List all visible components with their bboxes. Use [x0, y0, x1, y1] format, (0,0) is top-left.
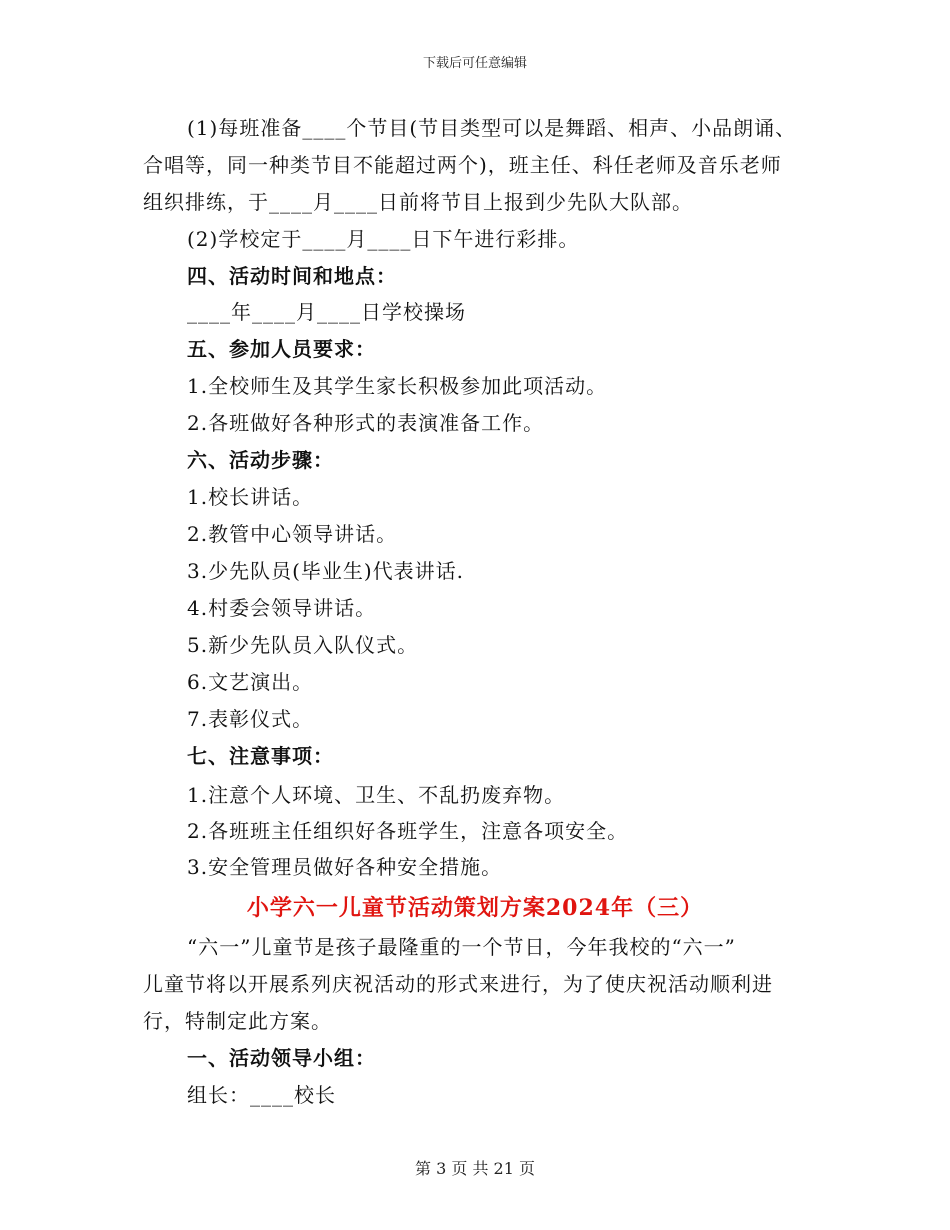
paragraph-line: 合唱等，同一种类节目不能超过两个)，班主任、科任老师及音乐老师 [143, 153, 782, 177]
section-heading: 五、参加人员要求： [187, 337, 376, 361]
paragraph-line: “六一”儿童节是孩子最隆重的一个节日，今年我校的“六一” [187, 935, 736, 959]
paragraph-line: (2)学校定于____月____日下午进行彩排。 [187, 227, 580, 251]
paragraph-line: 儿童节将以开展系列庆祝活动的形式来进行，为了使庆祝活动顺利进 [143, 972, 773, 996]
list-item: 4.村委会领导讲话。 [187, 596, 377, 620]
section-heading: 四、活动时间和地点： [187, 264, 397, 288]
section-heading: 七、注意事项： [187, 744, 334, 768]
paragraph-line: (1)每班准备____个节目(节目类型可以是舞蹈、相声、小品朗诵、 [187, 116, 797, 140]
list-item: 2.各班班主任组织好各班学生，注意各项安全。 [187, 819, 629, 843]
list-item: 1.校长讲话。 [187, 485, 314, 509]
list-item: 5.新少先队员入队仪式。 [187, 633, 419, 657]
section-heading: 一、活动领导小组： [187, 1046, 376, 1070]
list-item: 2.各班做好各种形式的表演准备工作。 [187, 411, 545, 435]
list-item: 7.表彰仪式。 [187, 707, 314, 731]
page-number: 第 3 页 共 21 页 [415, 1159, 535, 1178]
list-item: 1.全校师生及其学生家长积极参加此项活动。 [187, 374, 608, 398]
paragraph-line: ____年____月____日学校操场 [187, 300, 466, 324]
list-item: 1.注意个人环境、卫生、不乱扔废弃物。 [187, 783, 566, 807]
header-note: 下载后可任意编辑 [422, 56, 527, 71]
paragraph-line: 组织排练，于____月____日前将节目上报到少先队大队部。 [143, 190, 693, 214]
list-item: 3.安全管理员做好各种安全措施。 [187, 855, 503, 879]
list-item: 3.少先队员(毕业生)代表讲话. [187, 559, 465, 583]
list-item: 2.教管中心领导讲话。 [187, 522, 398, 546]
paragraph-line: 组长：____校长 [187, 1083, 336, 1107]
section-heading: 六、活动步骤： [187, 448, 334, 472]
paragraph-line: 行，特制定此方案。 [143, 1009, 332, 1033]
list-item: 6.文艺演出。 [187, 670, 314, 694]
section-title: 小学六一儿童节活动策划方案2024年（三） [246, 895, 704, 921]
